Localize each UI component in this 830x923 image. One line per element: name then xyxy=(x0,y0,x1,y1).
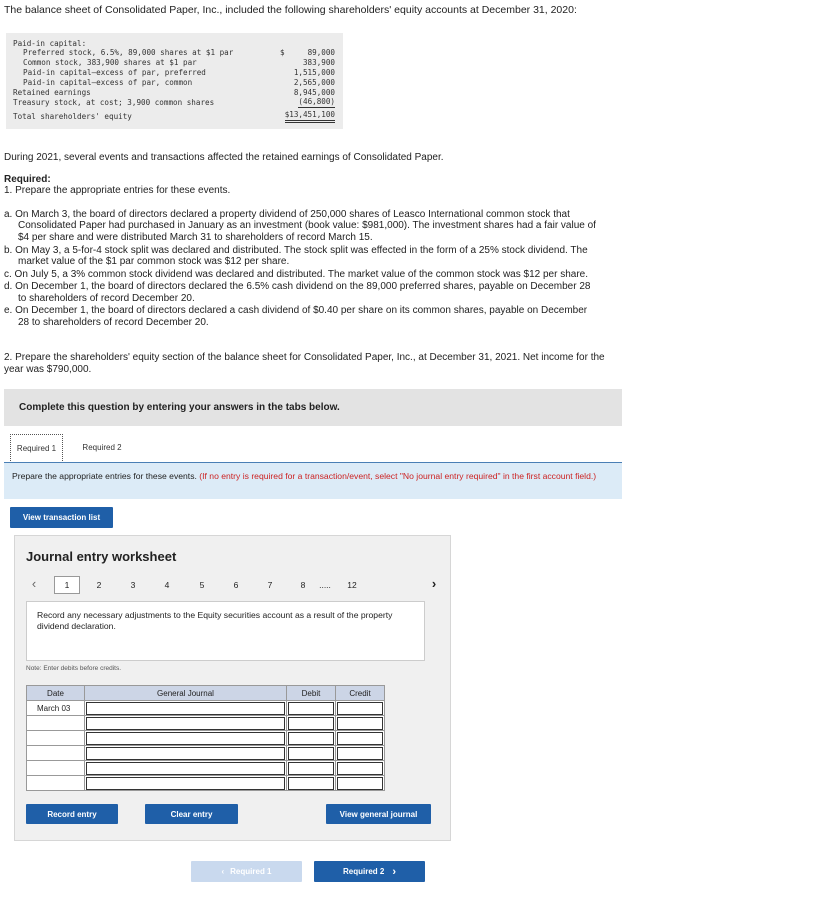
next-required-button[interactable] xyxy=(314,861,425,882)
required-2-text: 2. Prepare the shareholders' equity section of the balance sheet for Consolidated Paper, Inc., at December 31, 2021. Net income for the xyxy=(4,352,605,363)
event-a: $4 per share and were distributed March 31 to shareholders of record March 15. xyxy=(18,232,373,243)
event-e: 28 to shareholders of record December 20. xyxy=(18,317,209,328)
view-general-journal-button[interactable]: View general journal xyxy=(326,804,431,824)
during-text: During 2021, several events and transactions affected the retained earnings of Consolidated Paper. xyxy=(4,152,444,163)
table-row xyxy=(27,761,385,776)
table-row xyxy=(27,701,385,716)
account-input[interactable] xyxy=(85,701,287,716)
account-input[interactable] xyxy=(85,716,287,731)
col-credit: Credit xyxy=(336,686,385,701)
journal-entry-worksheet xyxy=(14,535,451,841)
date-cell xyxy=(27,716,85,731)
event-b: b. On May 3, a 5-for-4 stock split was declared and distributed. The stock split was effected in the form of a 25% stock dividend. The xyxy=(4,245,588,256)
page-1[interactable]: 1 xyxy=(54,576,80,594)
debit-input[interactable] xyxy=(287,716,336,731)
bs-label: Retained earnings xyxy=(13,88,91,97)
bs-label: Paid-in capital—excess of par, common xyxy=(23,78,193,87)
account-input[interactable] xyxy=(85,776,287,791)
record-entry-button[interactable]: Record entry xyxy=(26,804,118,824)
journal-table xyxy=(26,685,385,791)
bs-amount: 89,000 xyxy=(307,48,335,57)
event-b: market value of the $1 par common stock was $12 per share. xyxy=(18,256,290,267)
entry-description: Record any necessary adjustments to the Equity securities account as a result of the property dividend declaration. xyxy=(37,610,393,631)
chevron-right-icon[interactable]: › xyxy=(431,576,437,591)
chevron-right-icon: › xyxy=(392,865,396,878)
event-c: c. On July 5, a 3% common stock dividend was declared and distributed. The market value of the common stock was $12 per share. xyxy=(4,269,588,280)
page-12[interactable]: 12 xyxy=(347,580,357,590)
table-row xyxy=(27,746,385,761)
table-row xyxy=(27,731,385,746)
date-cell xyxy=(27,761,85,776)
page-3[interactable]: 3 xyxy=(130,580,136,590)
journal-header-row xyxy=(27,686,385,701)
page-4[interactable]: 4 xyxy=(164,580,170,590)
table-row xyxy=(27,716,385,731)
page-5[interactable]: 5 xyxy=(199,580,205,590)
tabs-banner xyxy=(4,389,622,426)
event-a: Consolidated Paper had purchased in January as an investment (book value: $981,000). The investment shares had a fair value of xyxy=(18,220,596,231)
prev-required-label: Required 1 xyxy=(230,867,272,876)
instruction-box xyxy=(4,462,622,499)
date-cell xyxy=(27,731,85,746)
instruction-note: (If no entry is required for a transaction/event, select "No journal entry required" in the first account field.) xyxy=(199,471,597,481)
date-cell xyxy=(27,746,85,761)
bs-amount: (46,800) xyxy=(298,97,335,106)
bs-label: Paid-in capital—excess of par, preferred xyxy=(23,68,206,77)
event-d: to shareholders of record December 20. xyxy=(18,293,195,304)
debit-input[interactable] xyxy=(287,776,336,791)
account-input[interactable] xyxy=(85,761,287,776)
page-ellipsis: ..... xyxy=(319,580,331,590)
bs-amount: 2,565,000 xyxy=(293,78,335,87)
debit-input[interactable] xyxy=(287,731,336,746)
date-cell: March 03 xyxy=(27,701,85,716)
required-1-text: 1. Prepare the appropriate entries for these events. xyxy=(4,185,231,196)
bs-dollar: $ xyxy=(280,48,285,57)
bs-label: Preferred stock, 6.5%, 89,000 shares at $1 par xyxy=(23,48,234,57)
required-heading: Required: xyxy=(4,174,51,185)
page-8[interactable]: 8 xyxy=(300,580,306,590)
tab-required-2[interactable]: Required 2 xyxy=(82,442,122,452)
tab-required-1[interactable]: Required 1 xyxy=(10,434,63,461)
event-e: e. On December 1, the board of directors declared a cash dividend of $0.40 per share on its common shares, payable on December xyxy=(4,305,588,316)
entry-description-box xyxy=(26,601,425,661)
page-6[interactable]: 6 xyxy=(233,580,239,590)
clear-entry-button[interactable]: Clear entry xyxy=(145,804,238,824)
bs-total: $13,451,100 xyxy=(285,110,335,123)
prev-required-button[interactable] xyxy=(191,861,302,882)
instruction-text: Prepare the appropriate entries for these events. xyxy=(12,471,197,481)
credit-input[interactable] xyxy=(336,761,385,776)
debit-input[interactable] xyxy=(287,701,336,716)
chevron-left-icon: ‹ xyxy=(221,867,225,876)
credit-input[interactable] xyxy=(336,716,385,731)
required-2-text: year was $790,000. xyxy=(4,364,92,375)
date-cell xyxy=(27,776,85,791)
bs-label: Paid-in capital: xyxy=(13,39,87,48)
bs-amount: 8,945,000 xyxy=(293,88,335,97)
table-row xyxy=(27,776,385,791)
bs-label: Common stock, 383,900 shares at $1 par xyxy=(23,58,197,67)
next-required-label: Required 2 xyxy=(342,867,385,876)
page-7[interactable]: 7 xyxy=(267,580,273,590)
event-a: a. On March 3, the board of directors declared a property dividend of 250,000 shares of Leasco International common stock that xyxy=(4,209,570,220)
col-date: Date xyxy=(27,686,85,701)
bs-label: Total shareholders' equity xyxy=(13,112,132,121)
page-2[interactable]: 2 xyxy=(96,580,102,590)
bs-amount: 1,515,000 xyxy=(293,68,335,77)
debit-input[interactable] xyxy=(287,746,336,761)
event-d: d. On December 1, the board of directors declared the 6.5% cash dividend on the 89,000 preferred shares, payable on December 28 xyxy=(4,281,591,292)
view-transaction-list-button[interactable]: View transaction list xyxy=(10,507,113,528)
account-input[interactable] xyxy=(85,746,287,761)
credit-input[interactable] xyxy=(336,731,385,746)
account-input[interactable] xyxy=(85,731,287,746)
bs-amount: 383,900 xyxy=(302,58,335,67)
debits-note: Note: Enter debits before credits. xyxy=(26,665,122,672)
worksheet-title: Journal entry worksheet xyxy=(26,549,177,564)
credit-input[interactable] xyxy=(336,746,385,761)
balance-sheet-table xyxy=(6,33,343,129)
credit-input[interactable] xyxy=(336,701,385,716)
intro-text: The balance sheet of Consolidated Paper, Inc., included the following shareholders' equity accounts at December 31, 2020: xyxy=(4,4,577,16)
col-debit: Debit xyxy=(287,686,336,701)
chevron-left-icon[interactable]: ‹ xyxy=(31,576,37,591)
credit-input[interactable] xyxy=(336,776,385,791)
debit-input[interactable] xyxy=(287,761,336,776)
col-general-journal: General Journal xyxy=(85,686,287,701)
bs-label: Treasury stock, at cost; 3,900 common shares xyxy=(13,98,215,107)
tabs-banner-text: Complete this question by entering your answers in the tabs below. xyxy=(19,402,340,413)
